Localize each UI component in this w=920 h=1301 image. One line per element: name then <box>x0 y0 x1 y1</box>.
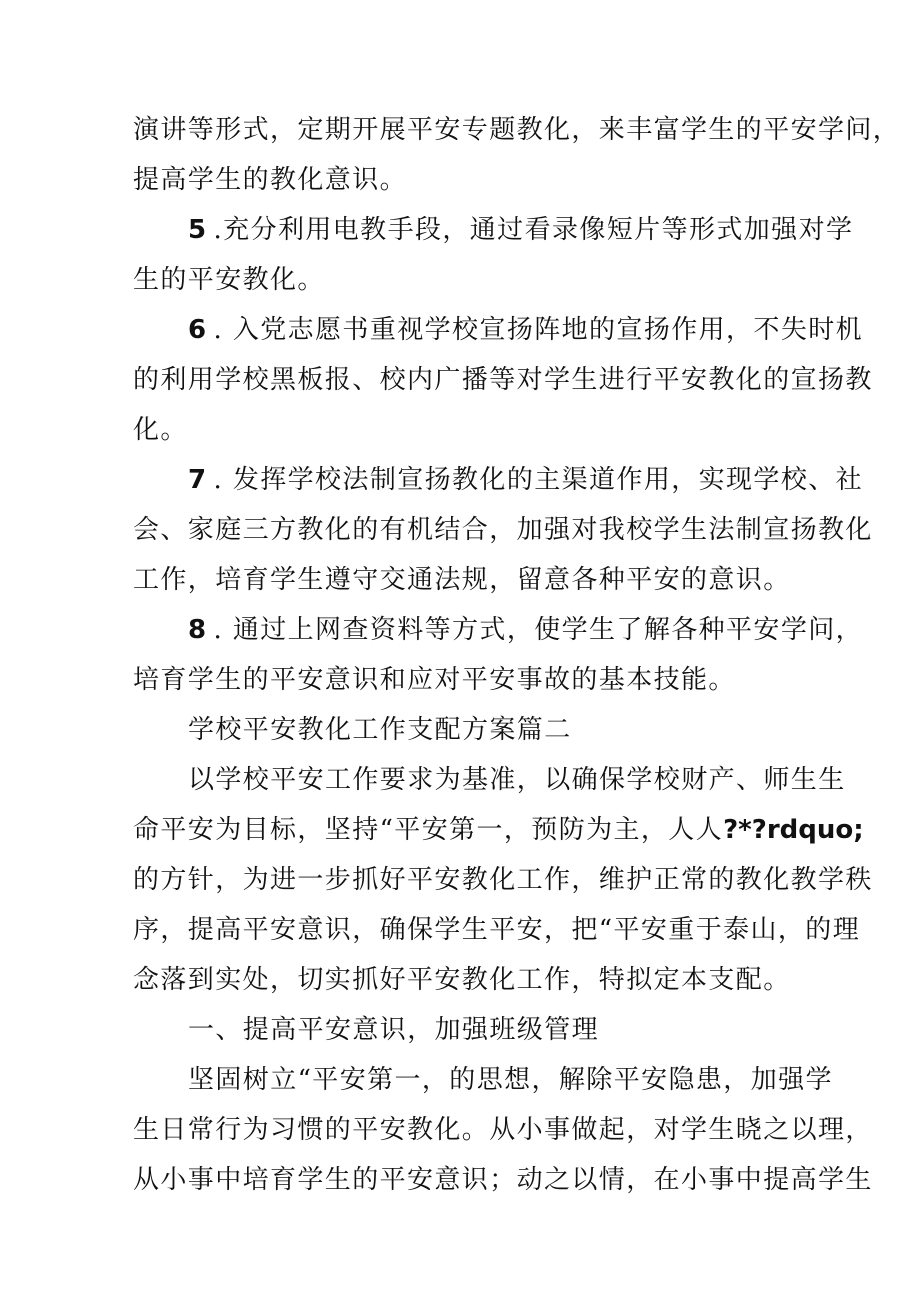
paragraph-line: 坚固树立“平安第一，的思想，解除平安隐患，加强学 <box>188 1065 833 1095</box>
list-number: 5 <box>188 215 208 245</box>
list-number: 7 <box>188 465 208 495</box>
list-item-6 <box>188 312 864 348</box>
paragraph-line: 工作，培育学生遵守交通法规，留意各种平安的意识。 <box>133 565 791 595</box>
paragraph-line: 化。 <box>133 415 188 445</box>
list-item-text: . 入党志愿书重视学校宣扬阵地的宣扬作用，不失时机 <box>213 315 864 345</box>
paragraph-line: 以学校平安工作要求为基准，以确保学校财产、师生生 <box>188 765 846 795</box>
section-heading: 学校平安教化工作支配方案篇二 <box>188 715 572 745</box>
list-item-text: .充分利用电教手段，通过看录像短片等形式加强对学 <box>213 215 854 245</box>
paragraph-line: 提高学生的教化意识。 <box>133 165 408 195</box>
paragraph-line: 的方针，为进一步抓好平安教化工作，维护正常的教化教学秩 <box>133 865 873 895</box>
list-item-text: . 发挥学校法制宣扬教化的主渠道作用，实现学校、社 <box>213 465 864 495</box>
paragraph-line: 生日常行为习惯的平安教化。从小事做起，对学生晓之以理， <box>133 1115 873 1145</box>
paragraph-line <box>133 812 864 848</box>
paragraph-line: 演讲等形式，定期开展平安专题教化，来丰富学生的平安学问， <box>133 115 901 145</box>
list-item-7 <box>188 462 864 498</box>
subsection-heading: 一、提高平安意识，加强班级管理 <box>188 1015 600 1045</box>
list-item-5 <box>188 212 854 248</box>
paragraph-line: 从小事中培育学生的平安意识；动之以情，在小事中提高学生 <box>133 1165 873 1195</box>
list-number: 6 <box>188 315 208 345</box>
paragraph-line: 的利用学校黑板报、校内广播等对学生进行平安教化的宣扬教 <box>133 365 873 395</box>
paragraph-line: 生的平安教化。 <box>133 265 325 295</box>
list-number: 8 <box>188 615 208 645</box>
paragraph-line: 会、家庭三方教化的有机结合，加强对我校学生法制宣扬教化 <box>133 515 873 545</box>
paragraph-line: 序，提高平安意识，确保学生平安，把“平安重于泰山，的理 <box>133 915 861 945</box>
garbled-text: ?*?rdquo; <box>723 815 864 845</box>
paragraph-line: 念落到实处，切实抓好平安教化工作，特拟定本支配。 <box>133 965 791 995</box>
list-item-8 <box>188 612 864 648</box>
list-item-text: . 通过上网查资料等方式，使学生了解各种平安学问， <box>213 615 864 645</box>
line-text: 命平安为目标，坚持“平安第一，预防为主，人人 <box>133 815 724 845</box>
paragraph-line: 培育学生的平安意识和应对平安事故的基本技能。 <box>133 665 736 695</box>
